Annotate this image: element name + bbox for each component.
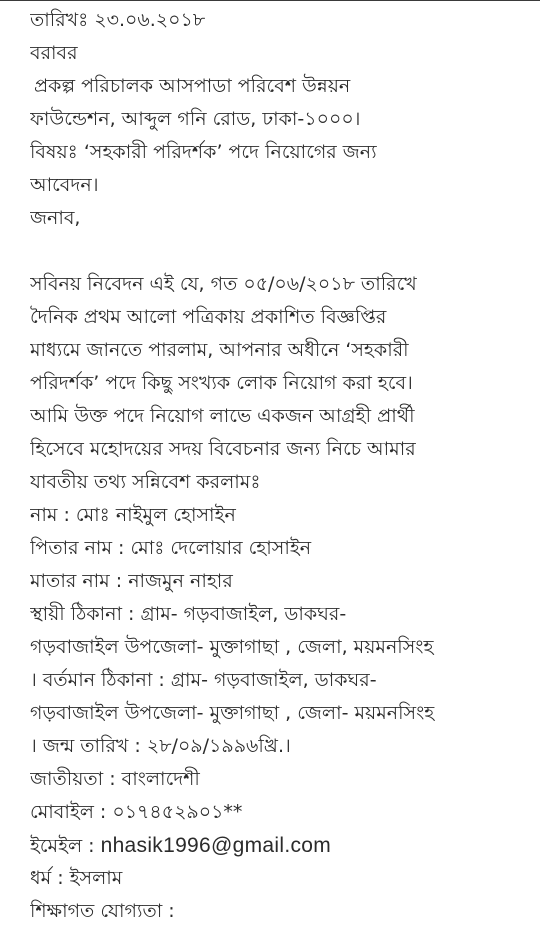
detail-mother-name: মাতার নাম : নাজমুন নাহার [30,570,233,592]
detail-present-address-1: । বর্তমান ঠিকানা : গ্রাম- গড়বাজাইল, ডাকঘর- [30,669,377,691]
detail-permanent-address-1: স্থায়ী ঠিকানা : গ্রাম- গড়বাজাইল, ডাকঘর- [30,603,347,625]
body-line: যাবতীয় তথ্য সন্নিবেশ করলামঃ [30,471,261,493]
detail-present-address-2: গড়বাজাইল উপজেলা- মুক্তাগাছা , জেলা- ময়মনসিংহ [30,702,435,724]
email-value: nhasik1996@gmail.com [100,834,332,857]
body-line: হিসেবে মহোদয়ের সদয় বিবেচনার জন্য নিচে আমার [30,438,416,460]
detail-nationality: জাতীয়তা : বাংলাদেশী [30,768,200,790]
detail-name: নাম : মোঃ নাইমুল হোসাইন [30,504,236,526]
letter-to: বরাবর [30,42,78,64]
body-line: মাধ্যমে জানতে পারলাম, আপনার অধীনে ‘সহকারী [30,339,409,361]
detail-father-name: পিতার নাম : মোঃ দেলোয়ার হোসাইন [30,537,312,559]
detail-mobile: মোবাইল : ০১৭৪৫২৯০১** [30,801,243,823]
detail-education: শিক্ষাগত যোগ্যতা : [30,900,175,922]
detail-permanent-address-2: গড়বাজাইল উপজেলা- মুক্তাগাছা , জেলা, ময়মনসিংহ [30,636,434,658]
email-label: ইমেইল : [30,835,101,857]
recipient-line-1: প্রকল্প পরিচালক আসপাডা পরিবেশ উন্নয়ন [34,75,351,97]
application-letter [30,4,530,928]
recipient-line-2: ফাউন্ডেশন, আব্দুল গনি রোড, ঢাকা-১০০০। [30,108,361,130]
body-line: সবিনয় নিবেদন এই যে, গত ০৫/০৬/২০১৮ তারিখে [30,273,417,295]
body-line: পরিদর্শক’ পদে কিছু সংখ্যক লোক নিয়োগ করা হবে। [30,372,413,394]
detail-email [30,829,530,862]
paragraph-gap [30,235,530,268]
detail-religion: ধর্ম : ইসলাম [30,867,123,889]
body-line: আমি উক্ত পদে নিয়োগ লাভে একজন আগ্রহী প্রার্থী [30,405,415,427]
detail-date-of-birth: । জন্ম তারিখ : ২৮/০৯/১৯৯৬খ্রি.। [30,735,291,757]
subject-line-2: আবেদন। [30,174,99,196]
subject-line-1: বিষয়ঃ ‘সহকারী পরিদর্শক’ পদে নিয়োগের জন্য [30,141,377,163]
body-line: দৈনিক প্রথম আলো পত্রিকায় প্রকাশিত বিজ্ঞপ্তির [30,306,387,328]
top-divider [0,0,540,1]
salutation: জনাব, [30,207,81,229]
letter-date: তারিখঃ ২৩.০৬.২০১৮ [30,9,206,31]
